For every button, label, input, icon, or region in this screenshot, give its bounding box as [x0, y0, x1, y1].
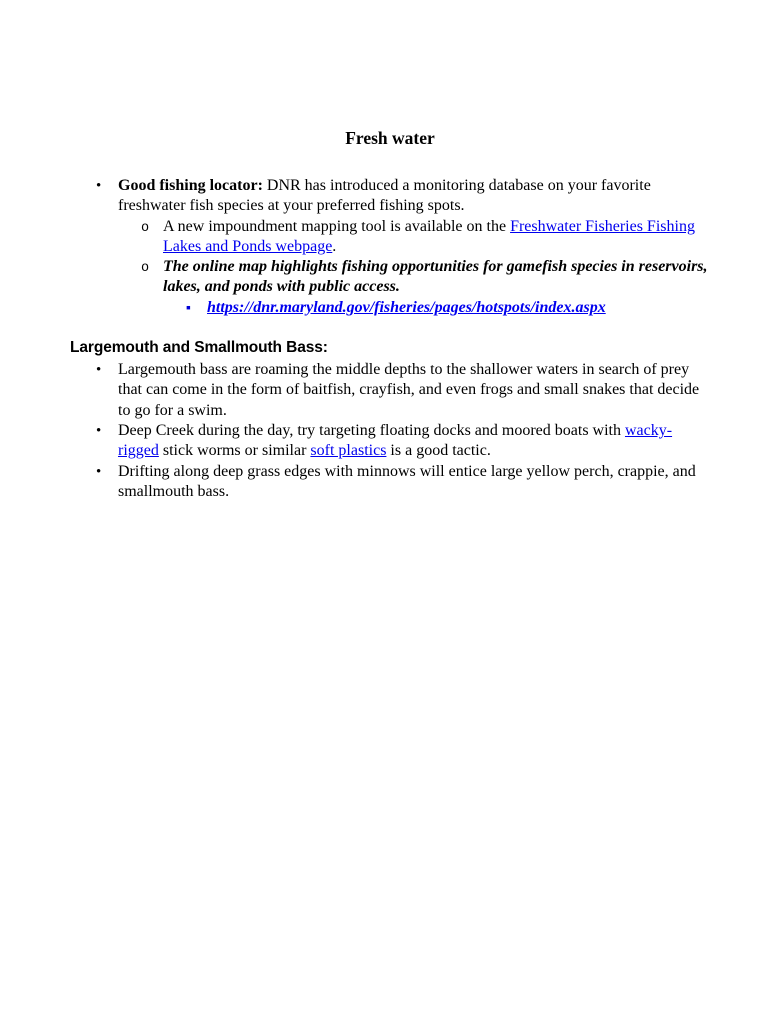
list-item-text: [118, 176, 710, 217]
disc-bullet-icon: •: [96, 362, 102, 379]
impoundment-text-after: .: [332, 237, 337, 255]
disc-bullet-icon: •: [96, 463, 102, 480]
deep-creek-text-after: is a good tactic.: [386, 442, 491, 460]
good-fishing-locator-text: DNR has introduced a monitoring database on your favorite freshwater fish species at your preferred fishing spots.: [118, 177, 651, 215]
bass-roaming-text: Largemouth bass are roaming the middle depths to the shallower waters in search of prey that can come in the form of baitfish, crayfish, and even frogs and small snakes that decide to go for a swim.: [118, 361, 700, 419]
list-item-online-map: [70, 257, 710, 298]
list-item-text: [163, 217, 710, 258]
list-item-good-fishing-locator: [70, 176, 710, 217]
wacky-rigged-link[interactable]: wacky-rigged: [118, 421, 673, 460]
list-item-hotspots-url: [70, 298, 710, 319]
hotspots-url-link[interactable]: https://dnr.maryland.gov/fisheries/pages/hotspots/index.aspx: [207, 298, 606, 316]
list-item-text: [118, 421, 710, 462]
list-item-impoundment-tool: [70, 217, 710, 258]
freshwater-fisheries-webpage-link[interactable]: Freshwater Fisheries Fishing Lakes and Ponds webpage: [163, 217, 695, 255]
circle-bullet-icon: o: [141, 261, 150, 277]
deep-creek-text-middle: stick worms or similar: [158, 442, 311, 460]
list-item-deep-creek: [70, 421, 710, 462]
list-item-bass-roaming: [70, 360, 710, 421]
deep-creek-text-before: Deep Creek during the day, try targeting floating docks and moored boats with: [118, 421, 625, 439]
square-bullet-icon: ▪: [186, 300, 191, 316]
impoundment-text-before: A new impoundment mapping tool is available on the: [163, 217, 511, 235]
soft-plastics-link[interactable]: soft plastics: [310, 442, 387, 460]
page-title: Fresh water: [345, 128, 435, 148]
list-item-text: [207, 298, 710, 318]
good-fishing-locator-label: Good fishing locator:: [118, 177, 263, 194]
disc-bullet-icon: •: [96, 178, 102, 194]
online-map-text: The online map highlights fishing opportunities for gamefish species in reservoirs, lakes, and ponds with public access.: [163, 258, 708, 296]
list-item-drifting: [70, 462, 710, 503]
circle-bullet-icon: o: [141, 220, 150, 236]
drifting-text: Drifting along deep grass edges with minnows will entice large yellow perch, crappie, and smallmouth bass.: [118, 462, 696, 500]
section-heading-bass: Largemouth and Smallmouth Bass:: [70, 339, 328, 357]
disc-bullet-icon: •: [96, 422, 102, 439]
